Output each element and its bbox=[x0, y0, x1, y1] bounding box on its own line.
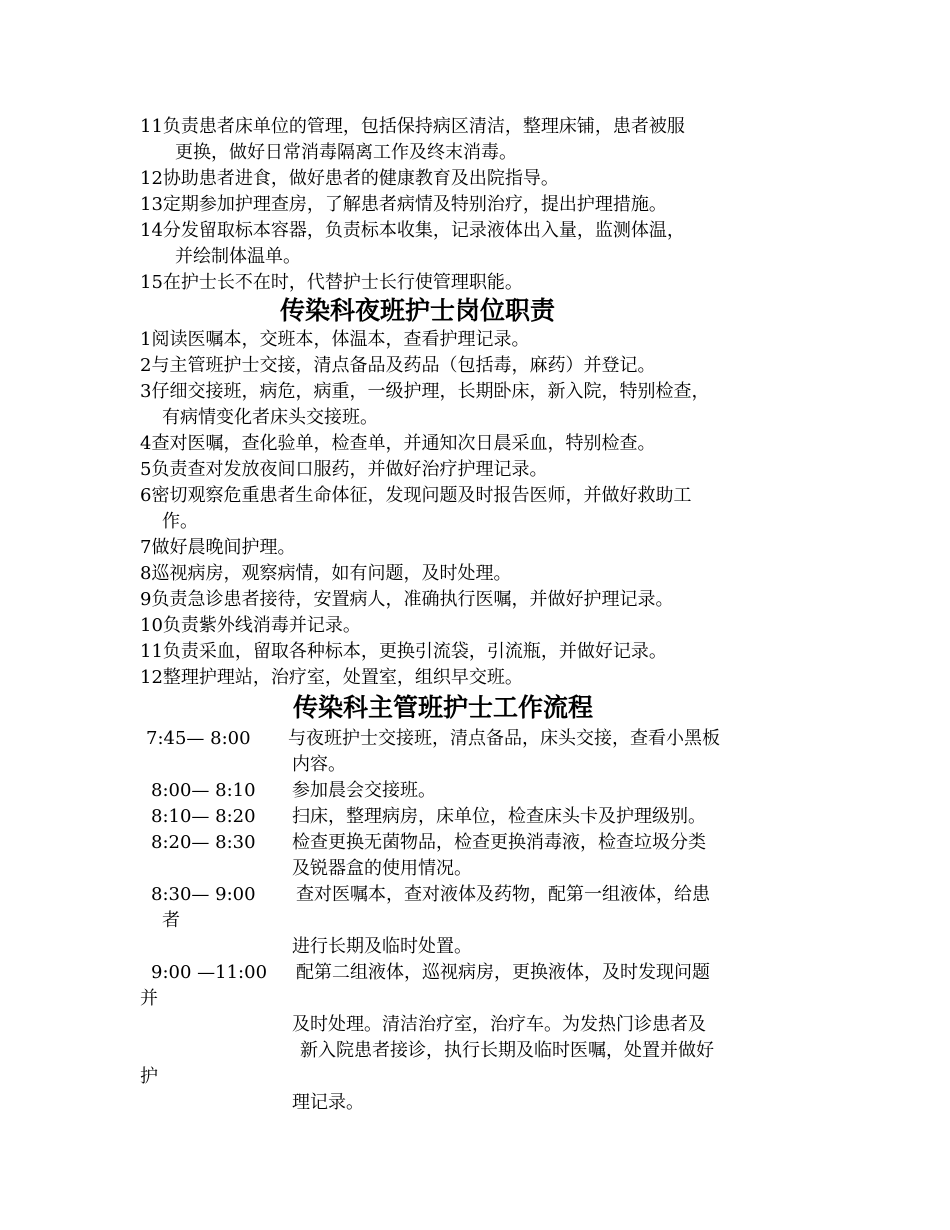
night-duty-line: 作。 bbox=[162, 511, 198, 532]
task-text: 与夜班护士交接班，清点备品，床头交接，查看小黑板 bbox=[288, 728, 720, 749]
time-slot: 8:00— 8:10 bbox=[151, 780, 256, 801]
task-text: 扫床，整理病房，床单位，检查床头卡及护理级别。 bbox=[292, 806, 706, 827]
intro-line: 15在护士长不在时，代替护士长行使管理职能。 bbox=[140, 272, 523, 293]
night-duty-line: 4查对医嘱，查化验单，检查单，并通知次日晨采血，特别检查。 bbox=[140, 433, 656, 454]
night-duty-line: 9负责急诊患者接待，安置病人，准确执行医嘱，并做好护理记录。 bbox=[140, 589, 674, 610]
task-text: 查对医嘱本，查对液体及药物，配第一组液体，给患 bbox=[296, 884, 710, 905]
task-text: 并 bbox=[140, 988, 158, 1009]
night-duty-line: 7做好晨晚间护理。 bbox=[140, 537, 296, 558]
night-duty-line: 2与主管班护士交接，清点备品及药品（包括毒，麻药）并登记。 bbox=[140, 355, 656, 376]
intro-line: 更换，做好日常消毒隔离工作及终末消毒。 bbox=[175, 142, 517, 163]
intro-line: 12协助患者进食，做好患者的健康教育及出院指导。 bbox=[140, 168, 559, 189]
task-text: 理记录。 bbox=[292, 1092, 364, 1113]
night-duty-line: 11负责采血，留取各种标本，更换引流袋，引流瓶，并做好记录。 bbox=[140, 641, 667, 662]
task-text: 护 bbox=[140, 1066, 158, 1087]
intro-line: 11负责患者床单位的管理，包括保持病区清洁，整理床铺，患者被服 bbox=[140, 116, 685, 137]
time-slot: 8:20— 8:30 bbox=[151, 832, 256, 853]
task-text: 检查更换无菌物品，检查更换消毒液，检查垃圾分类 bbox=[292, 832, 706, 853]
intro-line: 并绘制体温单。 bbox=[175, 246, 301, 267]
time-slot: 8:30— 9:00 bbox=[151, 884, 256, 905]
intro-line: 14分发留取标本容器，负责标本收集，记录液体出入量，监测体温， bbox=[140, 220, 685, 241]
night-duty-line: 10负责紫外线消毒并记录。 bbox=[140, 615, 361, 636]
night-shift-title: 传染科夜班护士岗位职责 bbox=[280, 296, 556, 325]
time-slot: 8:10— 8:20 bbox=[151, 806, 256, 827]
task-text: 及锐器盒的使用情况。 bbox=[292, 858, 472, 879]
night-duty-line: 1阅读医嘱本，交班本，体温本，查看护理记录。 bbox=[140, 329, 530, 350]
night-duty-line: 8巡视病房，观察病情，如有问题，及时处理。 bbox=[140, 563, 512, 584]
intro-line: 13定期参加护理查房，了解患者病情及特别治疗，提出护理措施。 bbox=[140, 194, 667, 215]
night-duty-line: 6密切观察危重患者生命体征，发现问题及时报告医师，并做好救助工 bbox=[140, 485, 692, 506]
task-text: 者 bbox=[162, 910, 180, 931]
workflow-title: 传染科主管班护士工作流程 bbox=[293, 693, 594, 722]
time-slot: 7:45— 8:00 bbox=[146, 728, 251, 749]
night-duty-line: 12整理护理站，治疗室，处置室，组织早交班。 bbox=[140, 667, 523, 688]
night-duty-line: 3仔细交接班，病危，病重，一级护理，长期卧床，新入院，特别检查， bbox=[140, 381, 710, 402]
task-text: 及时处理。清洁治疗室，治疗车。为发热门诊患者及 bbox=[292, 1014, 706, 1035]
time-slot: 9:00 —11:00 bbox=[151, 962, 268, 983]
task-text: 配第二组液体，巡视病房，更换液体，及时发现问题 bbox=[296, 962, 710, 983]
task-text: 参加晨会交接班。 bbox=[292, 780, 436, 801]
task-text: 内容。 bbox=[292, 754, 346, 775]
task-text: 新入院患者接诊，执行长期及临时医嘱，处置并做好 bbox=[300, 1040, 714, 1061]
task-text: 进行长期及临时处置。 bbox=[292, 936, 472, 957]
night-duty-line: 有病情变化者床头交接班。 bbox=[162, 407, 378, 428]
night-duty-line: 5负责查对发放夜间口服药，并做好治疗护理记录。 bbox=[140, 459, 548, 480]
